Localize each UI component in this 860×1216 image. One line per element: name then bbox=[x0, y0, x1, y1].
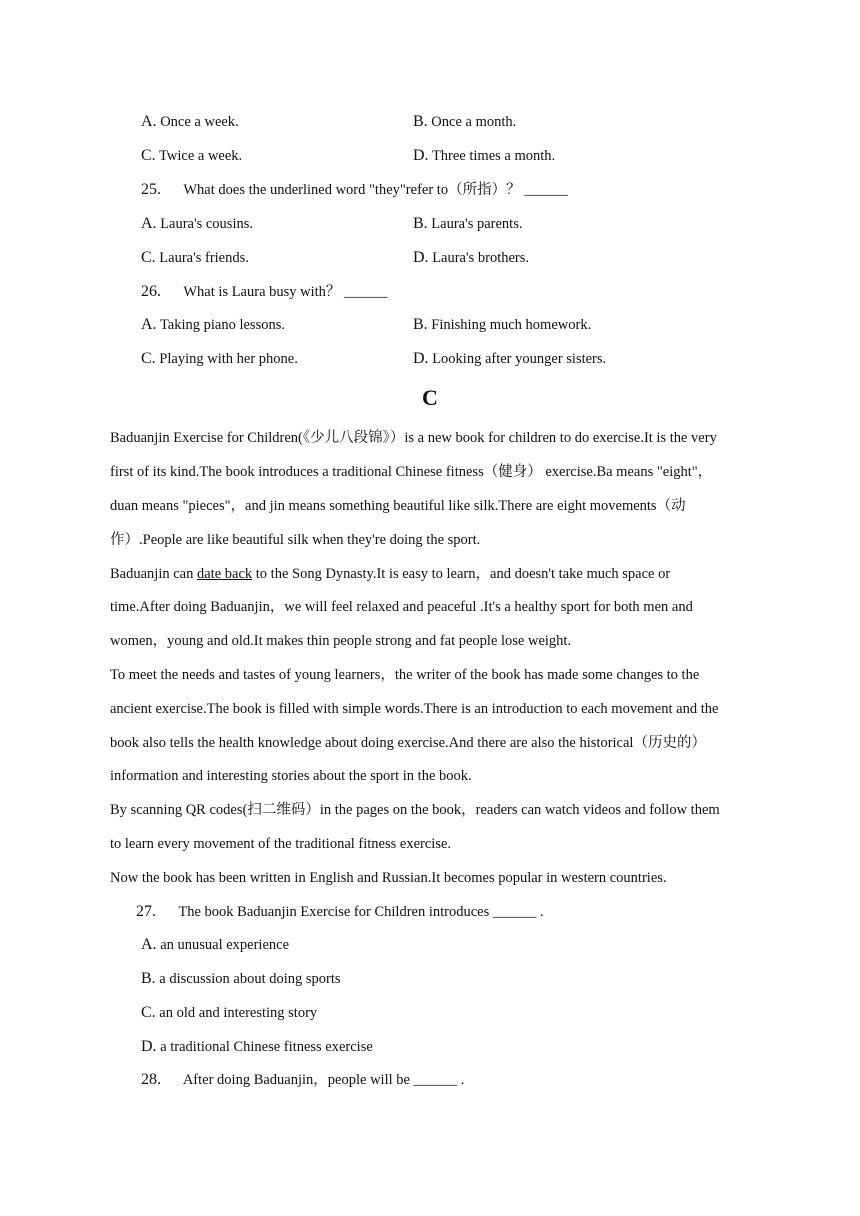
option-letter: A. bbox=[141, 936, 157, 953]
passage-line: first of its kind.The book introduces a traditional Chinese fitness（健身） exercise.Ba means "eight"， bbox=[110, 464, 713, 480]
q26-option-d bbox=[413, 349, 606, 369]
q26-option-b bbox=[413, 315, 591, 335]
q26-option-c bbox=[141, 349, 298, 369]
option-letter: A. bbox=[141, 316, 157, 333]
option-text: Laura's cousins. bbox=[160, 216, 254, 232]
option-letter: C. bbox=[141, 249, 156, 266]
question-text: What is Laura busy with？ ______ bbox=[183, 284, 388, 300]
q25-option-c bbox=[141, 248, 249, 268]
q27-option-c bbox=[141, 1003, 317, 1023]
question-text: What does the underlined word "they"refer to（所指）？ ______ bbox=[183, 182, 568, 198]
option-letter: D. bbox=[413, 249, 429, 266]
q24-option-d bbox=[413, 146, 555, 166]
q27-option-a bbox=[141, 935, 289, 955]
option-letter: B. bbox=[413, 215, 428, 232]
q26-stem bbox=[141, 282, 388, 302]
option-text: Laura's brothers. bbox=[432, 250, 530, 266]
option-letter: D. bbox=[413, 147, 429, 164]
option-text: an old and interesting story bbox=[159, 1005, 318, 1021]
option-letter: D. bbox=[141, 1038, 157, 1055]
q25-option-b bbox=[413, 214, 522, 234]
q25-option-a bbox=[141, 214, 253, 234]
option-text: Taking piano lessons. bbox=[159, 317, 285, 333]
passage-text: Baduanjin can bbox=[110, 566, 197, 582]
passage-line: women，young and old.It makes thin people strong and fat people lose weight. bbox=[110, 633, 572, 649]
passage-line bbox=[110, 564, 670, 584]
passage-line: duan means "pieces"，and jin means something beautiful like silk.There are eight movements（动 bbox=[110, 498, 686, 514]
q26-option-a bbox=[141, 315, 285, 335]
passage-line: Baduanjin Exercise for Children(《少儿八段锦》）is a new book for children to do exercise.It is the very bbox=[110, 430, 717, 446]
option-text: Playing with her phone. bbox=[159, 351, 298, 367]
question-number: 25. bbox=[141, 181, 161, 198]
option-letter: D. bbox=[413, 350, 429, 367]
option-letter: B. bbox=[413, 316, 428, 333]
option-letter: C. bbox=[141, 1004, 156, 1021]
q27-stem bbox=[136, 902, 544, 922]
underlined-phrase: date back bbox=[196, 566, 253, 582]
q27-option-b bbox=[141, 969, 341, 989]
q27-option-d bbox=[141, 1037, 373, 1057]
passage-line: By scanning QR codes(扫二维码）in the pages on the book，readers can watch videos and follow them bbox=[110, 802, 720, 818]
q25-stem bbox=[141, 180, 568, 200]
section-title: C bbox=[422, 385, 438, 410]
passage-line: information and interesting stories about the sport in the book. bbox=[110, 768, 472, 784]
option-letter: C. bbox=[141, 350, 156, 367]
question-number: 27. bbox=[136, 903, 156, 920]
option-text: Once a month. bbox=[431, 114, 517, 130]
option-text: Looking after younger sisters. bbox=[432, 351, 607, 367]
option-text: Laura's parents. bbox=[431, 216, 523, 232]
option-letter: C. bbox=[141, 147, 156, 164]
option-text: a discussion about doing sports bbox=[159, 971, 341, 987]
option-text: Finishing much homework. bbox=[431, 317, 592, 333]
q28-stem bbox=[141, 1070, 464, 1090]
question-number: 26. bbox=[141, 283, 161, 300]
option-text: Laura's friends. bbox=[159, 250, 249, 266]
option-letter: A. bbox=[141, 113, 157, 130]
passage-line: to learn every movement of the traditional fitness exercise. bbox=[110, 836, 452, 852]
option-text: Once a week. bbox=[160, 114, 239, 130]
passage-text: to the Song Dynasty.It is easy to learn，and doesn't take much space or bbox=[252, 566, 671, 582]
option-text: Twice a week. bbox=[159, 148, 243, 164]
passage-line: book also tells the health knowledge about doing exercise.And there are also the historical（历史的） bbox=[110, 735, 706, 751]
passage-line: Now the book has been written in English and Russian.It becomes popular in western countries. bbox=[110, 870, 667, 886]
q24-option-b bbox=[413, 112, 516, 132]
question-text: After doing Baduanjin，people will be ______ . bbox=[182, 1072, 465, 1088]
option-letter: B. bbox=[141, 970, 156, 987]
q25-option-d bbox=[413, 248, 529, 268]
option-text: Three times a month. bbox=[431, 148, 556, 164]
passage-line: time.After doing Baduanjin，we will feel relaxed and peaceful .It's a healthy sport for both men and bbox=[110, 599, 693, 615]
passage-line: 作）.People are like beautiful silk when they're doing the sport. bbox=[110, 532, 481, 548]
passage-line: To meet the needs and tastes of young learners，the writer of the book has made some changes to the bbox=[110, 667, 700, 683]
question-text: The book Baduanjin Exercise for Children introduces ______ . bbox=[178, 904, 544, 920]
passage-line: ancient exercise.The book is filled with simple words.There is an introduction to each movement and the bbox=[110, 701, 719, 717]
option-letter: A. bbox=[141, 215, 157, 232]
question-number: 28. bbox=[141, 1071, 161, 1088]
q24-option-c bbox=[141, 146, 242, 166]
q24-option-a bbox=[141, 112, 239, 132]
option-text: a traditional Chinese fitness exercise bbox=[160, 1039, 373, 1055]
option-text: an unusual experience bbox=[160, 937, 290, 953]
option-letter: B. bbox=[413, 113, 428, 130]
